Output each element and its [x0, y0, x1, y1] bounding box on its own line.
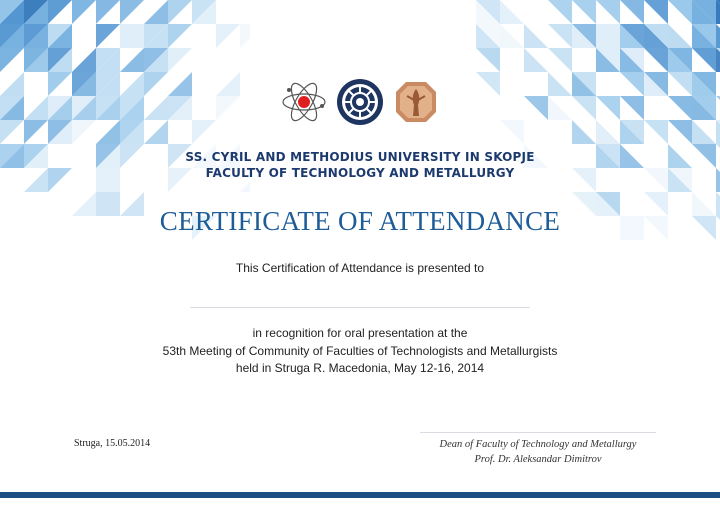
pattern-triangle — [644, 0, 668, 24]
pattern-triangle — [668, 24, 692, 48]
atom-logo-icon — [280, 78, 328, 126]
signature-line — [420, 432, 656, 433]
pattern-triangle — [644, 48, 668, 72]
pattern-triangle — [548, 0, 572, 24]
pattern-triangle — [548, 48, 572, 72]
pattern-triangle — [168, 48, 192, 72]
faculty-emblem-icon — [392, 78, 440, 126]
logo-row — [0, 78, 720, 126]
pattern-triangle — [548, 24, 572, 48]
certificate-title: CERTIFICATE OF ATTENDANCE — [159, 206, 561, 236]
pattern-triangle — [168, 0, 192, 24]
pattern-triangle — [572, 0, 596, 24]
pattern-triangle — [476, 48, 500, 72]
pattern-triangle — [96, 24, 120, 48]
pattern-triangle — [120, 48, 144, 72]
pattern-triangle — [596, 0, 620, 24]
pattern-triangle — [668, 0, 692, 24]
pattern-triangle — [216, 24, 240, 48]
pattern-triangle — [144, 0, 168, 24]
pattern-triangle — [692, 48, 716, 72]
signatory-name: Prof. Dr. Aleksandar Dimitrov — [474, 454, 602, 465]
recognition-line-3: held in Struga R. Macedonia, May 12-16, 2014 — [235, 361, 485, 375]
university-name: SS. CYRIL AND METHODIUS UNIVERSITY IN SKOPJE — [185, 150, 535, 164]
pattern-triangle — [240, 24, 250, 48]
pattern-triangle — [620, 0, 644, 24]
recognition-line-2: 53th Meeting of Community of Faculties of Technologists and Metallurgists — [162, 344, 558, 358]
pattern-triangle — [524, 48, 548, 72]
pattern-triangle — [48, 0, 72, 24]
pattern-triangle — [120, 0, 144, 24]
university-seal-icon — [336, 78, 384, 126]
bottom-bar — [0, 492, 720, 498]
pattern-triangle — [500, 0, 524, 24]
recognition-line-1: in recognition for oral presentation at the — [252, 326, 468, 340]
pattern-triangle — [72, 0, 96, 24]
faculty-name: FACULTY OF TECHNOLOGY AND METALLURGY — [205, 166, 515, 180]
pattern-triangle — [500, 24, 524, 48]
place-date: Struga, 15.05.2014 — [74, 438, 151, 449]
signatory-title: Dean of Faculty of Technology and Metallurgy — [439, 439, 637, 450]
pattern-triangle — [716, 48, 720, 72]
recipient-name-line — [190, 307, 530, 308]
pattern-triangle — [716, 0, 720, 24]
pattern-triangle — [72, 48, 96, 72]
pattern-triangle — [168, 24, 192, 48]
presented-to-text: This Certification of Attendance is presented to — [235, 261, 485, 275]
pattern-triangle — [524, 24, 548, 48]
pattern-triangle — [716, 24, 720, 48]
pattern-triangle — [0, 48, 24, 72]
pattern-triangle — [96, 0, 120, 24]
